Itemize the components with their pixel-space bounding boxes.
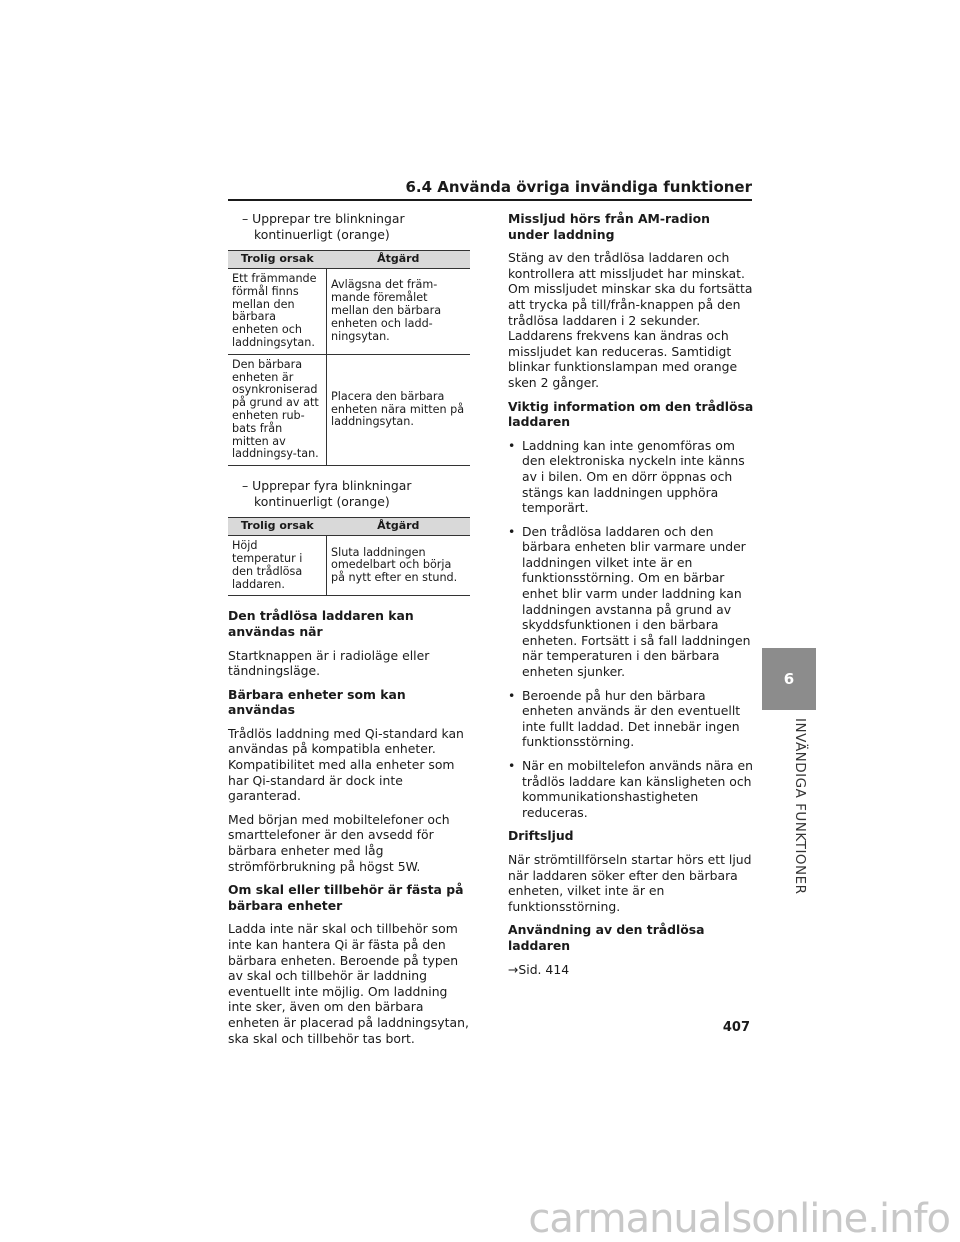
page-reference-link[interactable]: →Sid. 414	[508, 961, 570, 977]
list-item-text: När en mobiltelefon används nära en trådlös laddare kan känsligheten och kommunikationshastigheten reduceras.	[522, 758, 754, 820]
list-item	[508, 758, 754, 820]
list-item-text: Den trådlösa laddaren och den bärbara enheten blir varmare under laddningen vilket inte är en funktionsstörning. Om en bärbar enhet blir varm under laddning kan laddningen avstanna på grund av skyddsfunktionen i den bärbara enheten. Fortsätt i så fall laddningen när temperaturen i den bärbara enheten sjunker.	[522, 523, 751, 680]
table-row	[228, 354, 470, 465]
paragraph-operating-sound: När strömtillförseln startar hörs ett ljud när laddaren söker efter den bärbara enheten, vilket inte är en funktionsstörning.	[508, 851, 752, 914]
table-row	[228, 536, 470, 596]
right-column	[508, 211, 754, 985]
heading-usable-devices: Bärbara enheter som kan användas	[228, 686, 406, 718]
section-header-title: 6.4 Använda övriga invändiga funktioner	[405, 178, 752, 196]
table-cell-action: Avlägsna det främ-mande föremålet mellan den bärbara enheten och ladd-ningsytan.	[327, 268, 471, 354]
list-item	[508, 524, 754, 680]
chapter-side-label: INVÄNDIGA FUNKTIONER	[792, 718, 808, 895]
table1-header-cause: Trolig orsak	[228, 251, 327, 269]
paragraph-devices-low-power: Med början med mobiltelefoner och smarttelefoner är den avsedd för bärbara enheter med låg strömförbrukning på högst 5W.	[228, 811, 450, 874]
table2-header-cause: Trolig orsak	[228, 518, 327, 536]
table2-header-action: Åtgärd	[327, 518, 471, 536]
paragraph-covers-accessories: Ladda inte när skal och tillbehör som inte kan hantera Qi är fästa på den bärbara enheten. Beroende på typen av skal och tillbehör är laddning eventuellt inte möjlig. Om laddning inte sker, även om den bärbara enheten är placerad på laddningsytan, ska skal och tillbehör tas bort.	[228, 921, 469, 1046]
bullet-icon: •	[508, 758, 516, 773]
important-info-list	[508, 438, 754, 821]
table-cell-action: Placera den bärbara enheten nära mitten på laddningsytan.	[327, 354, 471, 465]
table-cell-cause: Höjd temperatur i den trådlösa laddaren.	[228, 536, 327, 596]
heading-operating-sound: Driftsljud	[508, 828, 574, 844]
list-item-text: Beroende på hur den bärbara enheten används är den eventuellt inte fullt laddad. Det innebär ingen funktionsstörning.	[522, 687, 741, 750]
table1-header-action: Åtgärd	[327, 251, 471, 269]
paragraph-usable-when: Startknappen är i radioläge eller tändningsläge.	[228, 647, 430, 679]
header-rule	[228, 199, 752, 201]
page-number: 407	[722, 1020, 750, 1035]
table-cell-action: Sluta laddningen omedelbart och börja på nytt efter en stund.	[327, 536, 471, 596]
heading-covers-accessories: Om skal eller tillbehör är fästa på bärbara enheter	[228, 882, 464, 913]
heading-using-charger: Användning av den trådlösa laddaren	[508, 922, 705, 953]
table-cell-cause: Den bärbara enheten är osynkroniserad på grund av att enheten rub-bats från mitten av laddningsy-tan.	[228, 354, 327, 465]
dash-item-four-blinks: – Upprepar fyra blinkningar kontinuerligt (orange)	[242, 478, 412, 509]
cause-table-1	[228, 250, 470, 466]
list-item	[508, 688, 754, 750]
watermark-text: carmanualsonline.info	[528, 1196, 950, 1242]
heading-usable-when: Den trådlösa laddaren kan användas när	[228, 608, 414, 639]
bullet-icon: •	[508, 523, 516, 539]
list-item	[508, 438, 754, 516]
cause-table-2	[228, 517, 470, 596]
paragraph-devices-compatibility: Trådlös laddning med Qi-standard kan användas på kompatibla enheter. Kompatibilitet med alla enheter som har Qi-standard är dock inte garanterad.	[228, 725, 464, 804]
heading-important-info: Viktig information om den trådlösa laddaren	[508, 398, 754, 430]
list-item-text: Laddning kan inte genomföras om den elektroniska nyckeln inte känns av i bilen. Om en dörr öppnas och stängs kan laddningen upphöra temporärt.	[522, 437, 745, 516]
heading-am-noise: Missljud hörs från AM-radion under laddning	[508, 211, 710, 242]
left-column	[228, 211, 470, 1054]
paragraph-am-noise: Stäng av den trådlösa laddaren och kontrollera att missljudet har minskat. Om missljudet minskar ska du fortsätta att trycka på till/från-knappen på den trådlösa laddaren i 2 sekunder. Laddarens frekvens kan ändras och missljudet kan reduceras. Samtidigt blinkar funktionslampan med orange sken 2 gånger.	[508, 250, 753, 390]
table-cell-cause: Ett främmande förmål finns mellan den bärbara enheten och laddningsytan.	[228, 268, 327, 354]
chapter-tab: 6	[762, 648, 816, 710]
bullet-icon: •	[508, 437, 516, 453]
table-row	[228, 268, 470, 354]
dash-item-three-blinks: – Upprepar tre blinkningar kontinuerligt (orange)	[242, 211, 405, 242]
bullet-icon: •	[508, 687, 516, 703]
